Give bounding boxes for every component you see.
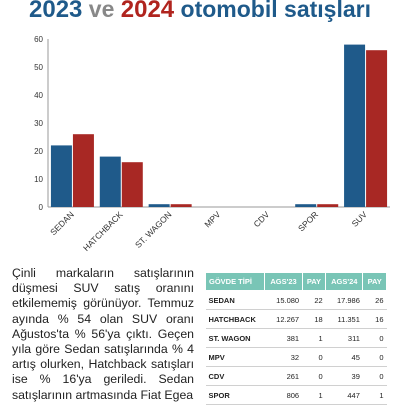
- cell-ags24: 39: [326, 367, 363, 386]
- cell-ags23: 261: [265, 367, 302, 386]
- header-ags23: AGS'23: [265, 273, 302, 291]
- cell-pay24: 0: [363, 348, 387, 367]
- cell-body-type: MPV: [206, 348, 265, 367]
- page-title: [0, 0, 400, 28]
- bar-st-wagon-series-1: [149, 204, 170, 207]
- y-tick-label: 20: [34, 147, 43, 156]
- y-tick-label: 30: [34, 119, 43, 128]
- cell-ags24: 11.351: [326, 310, 363, 329]
- y-tick-label: 10: [34, 175, 43, 184]
- header-pay24: PAY: [363, 273, 387, 291]
- x-tick-label: SEDAN: [48, 209, 76, 238]
- cell-pay23: 18: [302, 310, 326, 329]
- cell-ags24: 311: [326, 329, 363, 348]
- bar-suv-series-1: [344, 45, 365, 207]
- cell-ags23: 381: [265, 329, 302, 348]
- cell-ags23: 12.267: [265, 310, 302, 329]
- y-tick-label: 50: [34, 63, 43, 72]
- article-paragraph: Çinli markaların satışlarının düşmesi SUV satış oranını etkilememiş görünüyor. Temmuz ayında % 54 olan SUV oranı Ağustos'ta % 56'ya çıktı. Geçen yıla göre Sedan satışlarında % 4 artış olurken, Hatchback satışları ise % 16'ya geriledi. Sedan satışlarının artmasında Fiat Egea: [12, 266, 194, 402]
- bar-chart: [0, 28, 400, 264]
- cell-ags24: 45: [326, 348, 363, 367]
- cell-pay24: 1: [363, 386, 387, 405]
- title-year-2023: 2023: [29, 0, 83, 23]
- y-tick-label: 60: [34, 35, 43, 44]
- table-header-row: [206, 273, 387, 291]
- title-connector: ve: [88, 0, 115, 22]
- x-tick-label: HATCHBACK: [81, 209, 125, 254]
- bar-suv-series-2: [366, 50, 387, 207]
- cell-body-type: SPOR: [206, 386, 265, 405]
- cell-pay23: 0: [302, 367, 326, 386]
- cell-pay24: 0: [363, 367, 387, 386]
- cell-pay23: 1: [302, 329, 326, 348]
- body-type-table: [205, 272, 387, 405]
- title-subject: otomobil satışları: [180, 0, 371, 22]
- cell-ags23: 15.080: [265, 291, 302, 310]
- bar-sedan-series-1: [51, 145, 72, 207]
- table-row: [206, 329, 387, 348]
- x-tick-label: MPV: [202, 209, 223, 230]
- bar-hatchback-series-2: [122, 162, 143, 207]
- bar-spor-series-2: [317, 204, 338, 207]
- bar-st-wagon-series-2: [171, 204, 192, 207]
- header-pay23: PAY: [302, 273, 326, 291]
- header-ags24: AGS'24: [326, 273, 363, 291]
- cell-body-type: HATCHBACK: [206, 310, 265, 329]
- cell-ags23: 806: [265, 386, 302, 405]
- bar-spor-series-1: [295, 204, 316, 207]
- bar-hatchback-series-1: [100, 157, 121, 207]
- x-tick-label: SUV: [349, 209, 369, 229]
- cell-body-type: ST. WAGON: [206, 329, 265, 348]
- title-year-2024: 2024: [120, 0, 175, 23]
- cell-body-type: CDV: [206, 367, 265, 386]
- cell-pay24: 16: [363, 310, 387, 329]
- x-tick-label: CDV: [251, 209, 272, 230]
- table-row: [206, 386, 387, 405]
- cell-pay24: 0: [363, 329, 387, 348]
- cell-ags24: 17.986: [326, 291, 363, 310]
- bar-sedan-series-2: [73, 134, 94, 207]
- cell-body-type: SEDAN: [206, 291, 265, 310]
- x-tick-label: ST. WAGON: [132, 209, 174, 250]
- cell-pay24: 26: [363, 291, 387, 310]
- cell-pay23: 1: [302, 386, 326, 405]
- cell-ags23: 32: [265, 348, 302, 367]
- table-row: [206, 348, 387, 367]
- y-tick-label: 0: [38, 203, 43, 212]
- cell-ags24: 447: [326, 386, 363, 405]
- table-row: [206, 310, 387, 329]
- x-tick-label: SPOR: [296, 209, 321, 234]
- table-row: [206, 291, 387, 310]
- header-body-type: GÖVDE TİPİ: [206, 273, 265, 291]
- table-row: [206, 367, 387, 386]
- y-tick-label: 40: [34, 91, 43, 100]
- cell-pay23: 22: [302, 291, 326, 310]
- cell-pay23: 0: [302, 348, 326, 367]
